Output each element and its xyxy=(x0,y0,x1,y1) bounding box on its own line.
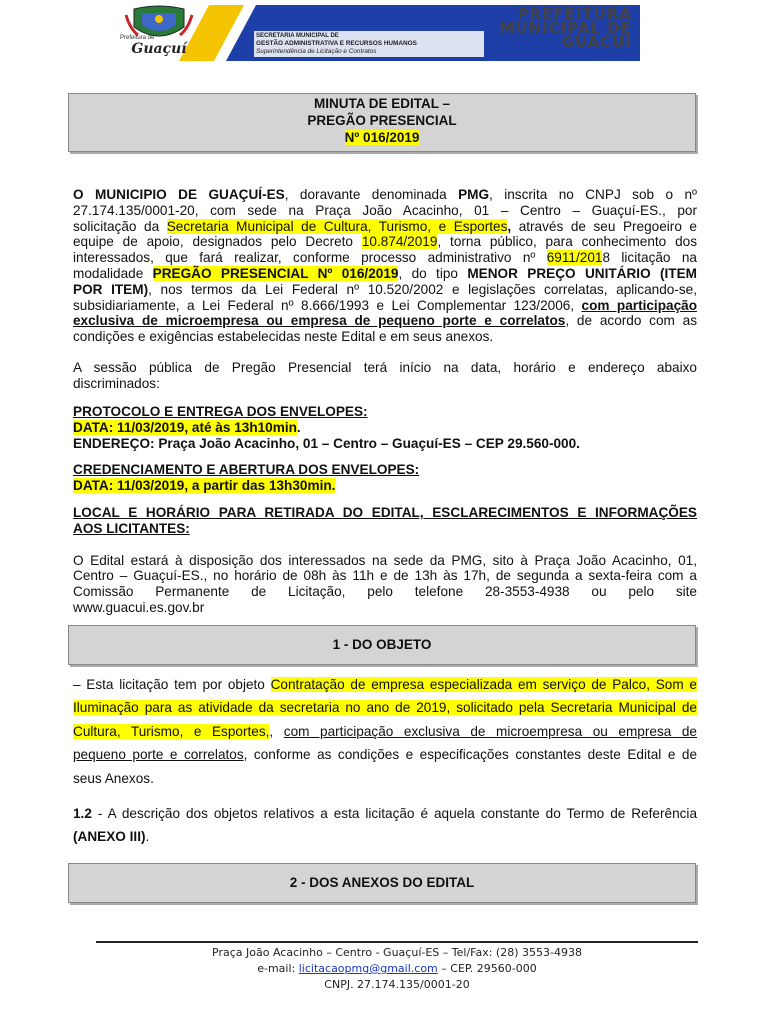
intro-paragraph: O MUNICIPIO DE GUAÇUÍ-ES, doravante denominada PMG, inscrita no CNPJ sob o nº 27.174.135/0001-20, com sede na Praça João Acacinho, 01 – Centro – Guaçuí-ES., por solicitação da Secretaria Municipal de Cultura, Turismo, e Esportes, através de seu Pregoeiro e equipe de apoio, designados pelo Decreto 10.874/2019, torna público, para conhecimento dos interessados, que fará realizar, conforme processo administrativo nº 6911/2018 licitação na modalidade PREGÃO PRESENCIAL Nº 016/2019, do tipo MENOR PREÇO UNITÁRIO (ITEM POR ITEM), nos termos da Lei Federal nº 10.520/2002 e legislações correlatas, aplicando-se, subsidiariamente, a Lei Federal nº 8.666/1993 e Lei Complementar 123/2006, com participação exclusiva de microempresa ou empresa de pequeno porte e correlatos, de acordo com as condições e exigências estabelecidas neste Edital e em seus anexos. xyxy=(73,187,698,345)
footer-line-3: CNPJ. 27.174.135/0001-20 xyxy=(324,978,470,991)
protocolo-heading: PROTOCOLO E ENTREGA DOS ENVELOPES: xyxy=(73,404,368,419)
section-2-title: 2 - DOS ANEXOS DO EDITAL xyxy=(289,875,475,890)
footer-divider xyxy=(96,941,698,943)
title-line-2: PREGÃO PRESENCIAL xyxy=(307,113,457,128)
intro-line-2: 27.174.135/0001-20, com sede na Praça João Acacinho, 01 – Centro – Guaçuí-ES., por xyxy=(73,202,697,218)
local-heading-2: AOS LICITANTES: xyxy=(73,520,190,536)
local-heading-1: LOCAL E HORÁRIO PARA RETIRADA DO EDITAL, ESCLARECIMENTOS E INFORMAÇÕES xyxy=(73,505,697,520)
pregao-highlight: PREGÃO PRESENCIAL Nº 016/2019 xyxy=(152,265,399,281)
protocolo-endereco: ENDEREÇO: Praça João Acacinho, 01 – Centro – Guaçuí-ES – CEP 29.560-000. xyxy=(73,435,580,451)
objeto-highlight-2: Iluminação para as atividade da secretaria no ano de 2019, solicitado pela Secretaria Municipal de xyxy=(73,700,697,716)
secretaria-line-1: SECRETARIA MUNICIPAL DE xyxy=(256,33,339,39)
footer-line-1: Praça João Acacinho – Centro - Guaçuí-ES – Tel/Fax: (28) 3553-4938 xyxy=(212,946,582,959)
objeto-highlight-1: Contratação de empresa especializada em serviço de Palco, Som e xyxy=(270,677,697,692)
protocolo-data: DATA: 11/03/2019, até às 13h10min xyxy=(73,419,297,435)
title-line-1: MINUTA DE EDITAL – xyxy=(313,96,450,111)
municipio-name: O MUNICIPIO DE GUAÇUÍ-ES xyxy=(73,187,285,202)
item-1-2-paragraph: 1.2 - A descrição dos objetos relativos a esta licitação é aquela constante do Termo de Referência (ANEXO III). xyxy=(73,806,697,845)
objeto-highlight-3: Cultura, Turismo, e Esportes, xyxy=(73,723,270,739)
decreto-highlight: 10.874/2019 xyxy=(361,234,438,250)
credenciamento-data: DATA: 11/03/2019, a partir das 13h30min. xyxy=(73,477,336,493)
title-line-3: Nº 016/2019 xyxy=(344,130,420,145)
email-link[interactable]: licitacaopmg@gmail.com xyxy=(298,962,438,975)
header-title-line-1: PREFEITURA xyxy=(517,5,632,23)
secretaria-line-2: GESTÃO ADMINISTRATIVA E RECURSOS HUMANOS xyxy=(256,40,417,47)
letterhead xyxy=(94,5,640,61)
site-url: www.guacui.es.gov.br xyxy=(73,599,205,615)
coat-of-arms-icon xyxy=(126,6,192,36)
secretaria-highlight: Secretaria Municipal de Cultura, Turismo, e Esportes xyxy=(166,218,508,234)
processo-highlight: 6911/201 xyxy=(546,250,603,266)
sessao-paragraph: A sessão pública de Pregão Presencial terá início na data, horário e endereço abaixo discriminados: xyxy=(73,360,697,391)
brand-name: Guaçuí xyxy=(131,41,187,57)
title-box xyxy=(68,93,696,152)
credenciamento-heading: CREDENCIAMENTO E ABERTURA DOS ENVELOPES: xyxy=(73,462,420,477)
section-1-box xyxy=(68,625,696,665)
brand-small: Prefeitura de xyxy=(120,35,155,41)
header-title-line-2: MUNICIPAL DE xyxy=(499,19,632,37)
credenciamento-block xyxy=(73,462,697,494)
header-title-line-3: GUAÇUÍ xyxy=(561,33,632,51)
local-block: LOCAL E HORÁRIO PARA RETIRADA DO EDITAL, ESCLARECIMENTOS E INFORMAÇÕES AOS LICITANTES: O Edital estará à disposição dos interessados na sede da PMG, sito à Praça João Acacinho, 01, Centro – Guaçuí-ES., no horário de 08h às 11h e de 13h às 17h, de segunda a sexta-feira com a Comissão Permanente de Licitação, pelo telefone 28-3553-4938 ou pelo site www.guacui.es.gov.br xyxy=(73,505,697,615)
footer-line-2: e-mail: licitacaopmg@gmail.com – CEP. 29560-000 xyxy=(257,962,537,975)
objeto-paragraph: – Esta licitação tem por objeto Contratação de empresa especializada em serviço de Palco, Som e Iluminação para as atividade da secretaria no ano de 2019, solicitado pela Secretaria Municipal de Cultura, Turismo, e Esportes,, com participação exclusiva de microempresa ou empresa de pequeno porte e correlatos, conforme as condições e especificações constantes deste Edital e de seus Anexos. xyxy=(73,677,698,786)
intro-line-10: condições e exigências estabelecidas neste Edital e em seus anexos. xyxy=(73,329,494,345)
protocolo-block: PROTOCOLO E ENTREGA DOS ENVELOPES: DATA: 11/03/2019, até às 13h10min. ENDEREÇO: Praça João Acacinho, 01 – Centro – Guaçuí-ES – CEP 29.560-000. xyxy=(73,404,697,451)
section-1-title: 1 - DO OBJETO xyxy=(332,637,432,652)
section-2-box xyxy=(68,863,696,903)
secretaria-line-3: Superintendência de Licitação e Contratos xyxy=(256,48,377,55)
